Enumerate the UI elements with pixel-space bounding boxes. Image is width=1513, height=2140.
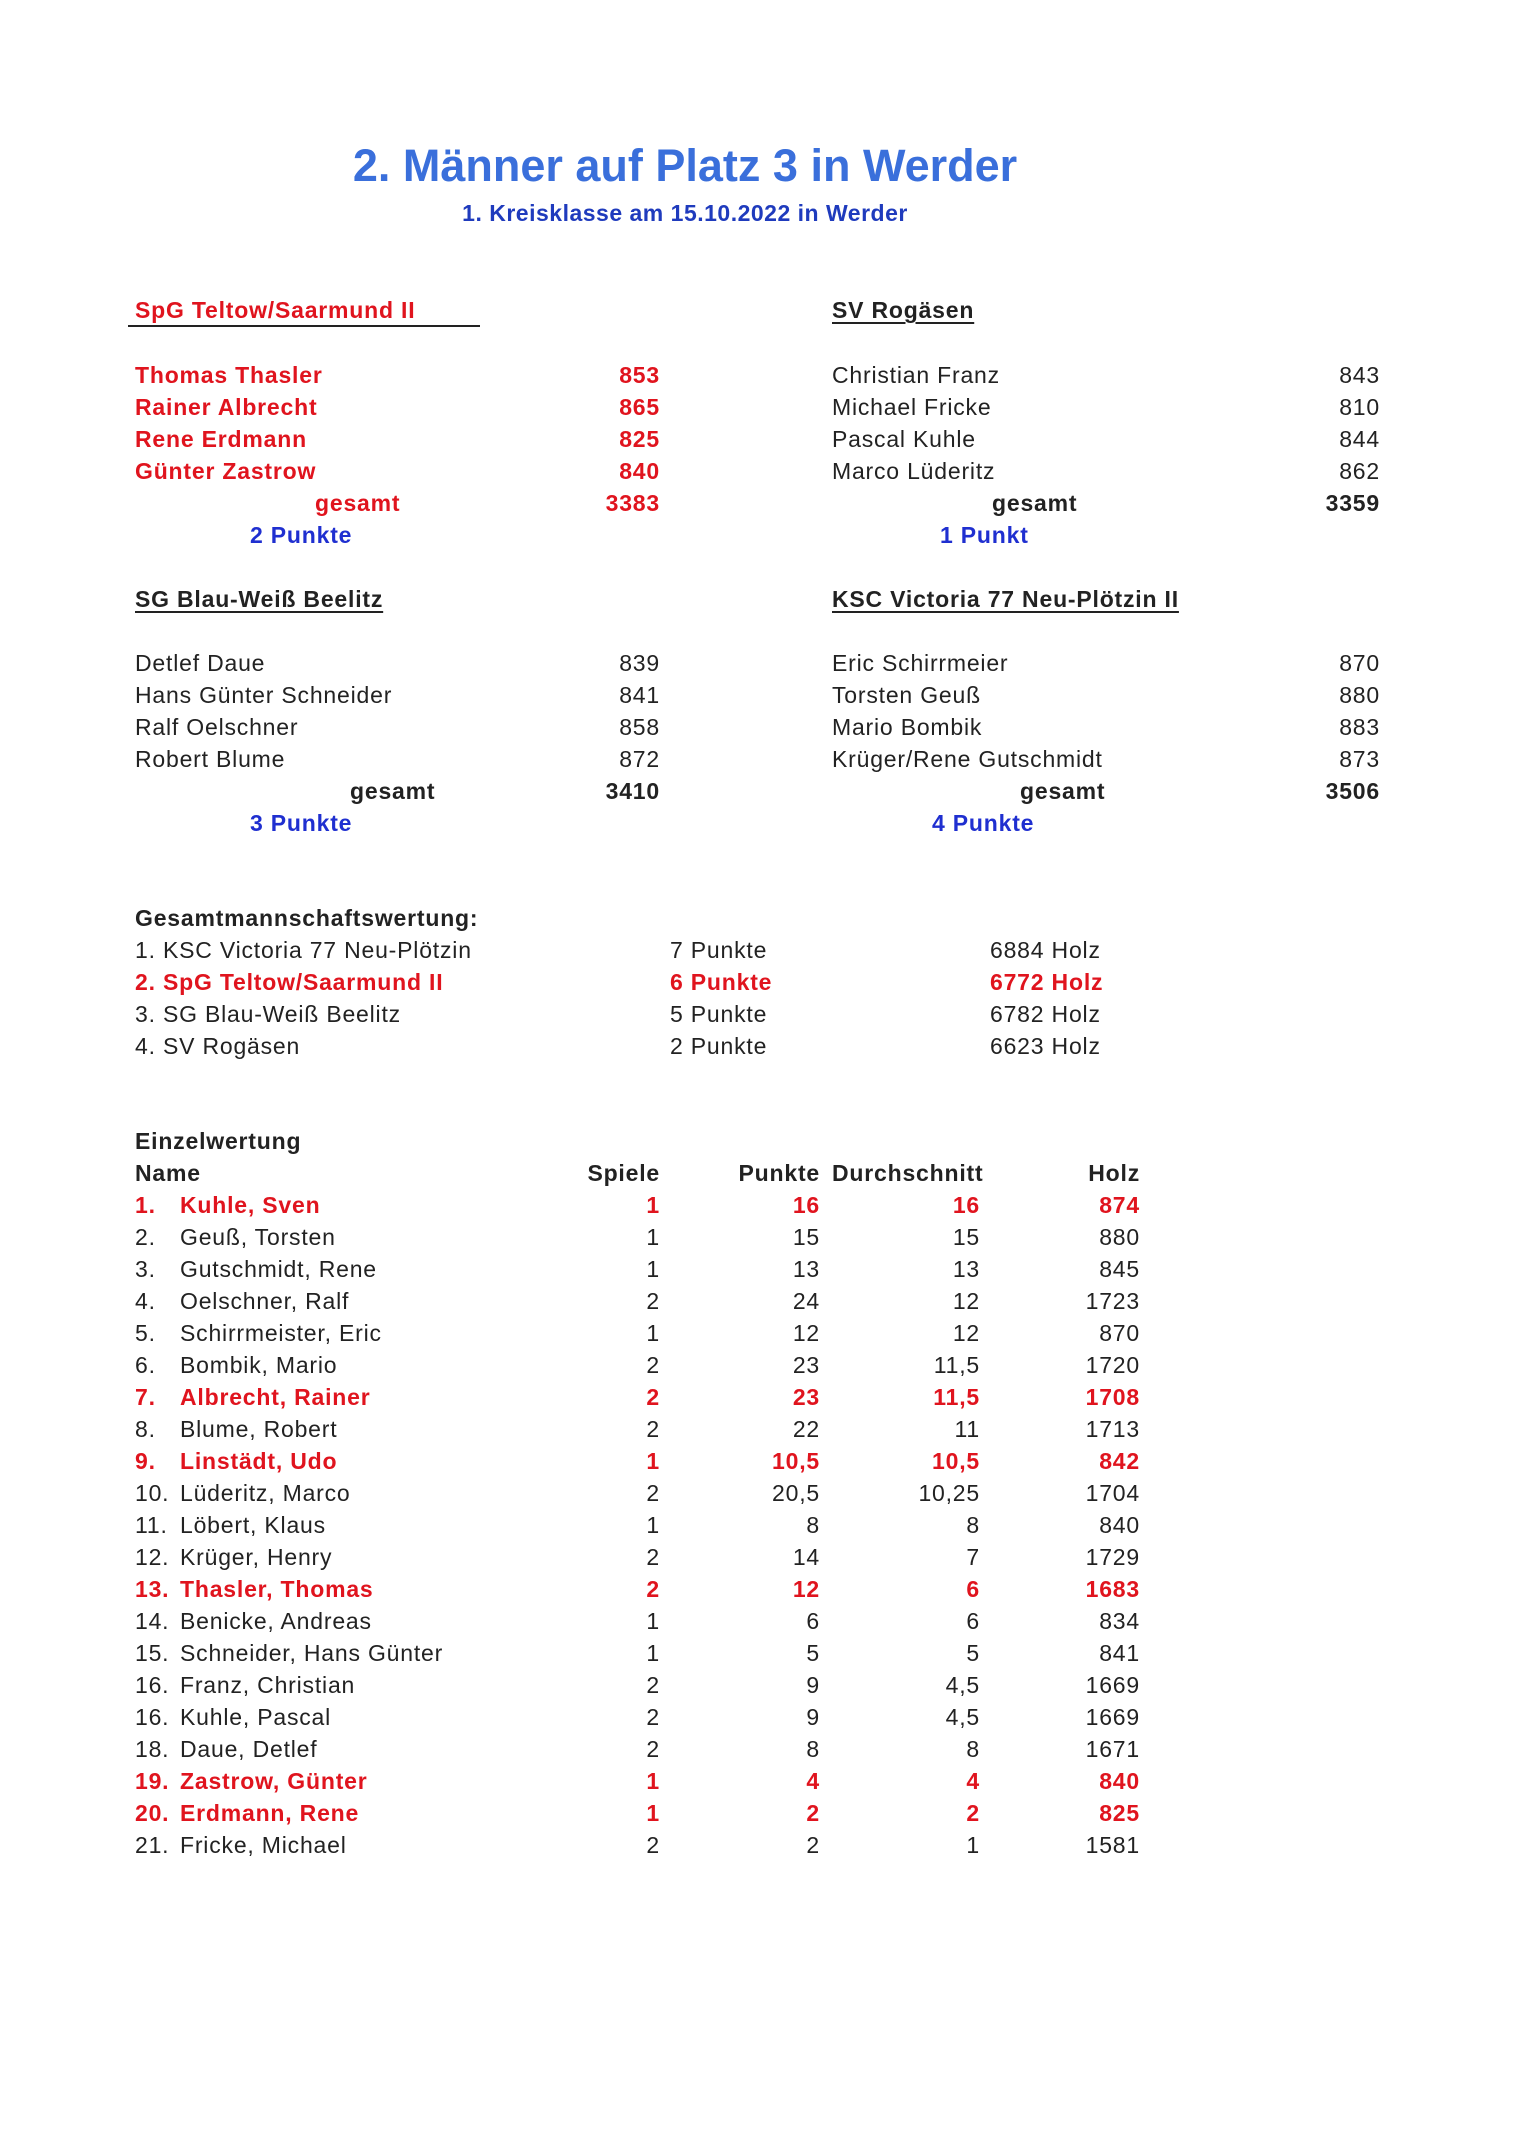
- player-name-cell: Schneider, Hans Günter: [180, 1640, 444, 1666]
- team-points: 2 Punkte: [250, 522, 353, 548]
- holz-cell: 840: [1099, 1768, 1140, 1794]
- average-cell: 2: [966, 1800, 980, 1826]
- player-score: 841: [619, 682, 660, 708]
- player-name-cell: Gutschmidt, Rene: [180, 1256, 377, 1282]
- player-name-cell: Albrecht, Rainer: [180, 1384, 371, 1410]
- player-name-cell: Benicke, Andreas: [180, 1608, 372, 1634]
- holz-cell: 840: [1099, 1512, 1140, 1538]
- games-cell: 2: [646, 1480, 660, 1506]
- points-cell: 20,5: [772, 1480, 820, 1506]
- player-name-cell: Löbert, Klaus: [180, 1512, 326, 1538]
- total-label: gesamt: [315, 490, 401, 516]
- rank-cell: 7.: [135, 1384, 156, 1410]
- ranking-points: 7 Punkte: [670, 937, 768, 963]
- player-score: 839: [619, 650, 660, 676]
- ranking-points: 5 Punkte: [670, 1001, 768, 1027]
- average-cell: 12: [952, 1320, 980, 1346]
- average-cell: 12: [952, 1288, 980, 1314]
- rank-cell: 21.: [135, 1832, 170, 1858]
- team-name: SV Rogäsen: [832, 297, 975, 323]
- player-name-cell: Linstädt, Udo: [180, 1448, 338, 1474]
- player-name-cell: Erdmann, Rene: [180, 1800, 360, 1826]
- games-cell: 1: [646, 1256, 660, 1282]
- player-name-cell: Zastrow, Günter: [180, 1768, 368, 1794]
- average-cell: 1: [966, 1832, 980, 1858]
- player-name-cell: Fricke, Michael: [180, 1832, 347, 1858]
- points-cell: 23: [792, 1352, 820, 1378]
- points-cell: 2: [806, 1832, 820, 1858]
- page-subtitle: 1. Kreisklasse am 15.10.2022 in Werder: [462, 200, 908, 226]
- player-name-cell: Schirrmeister, Eric: [180, 1320, 382, 1346]
- ranking-points: 2 Punkte: [670, 1033, 768, 1059]
- player-name: Hans Günter Schneider: [135, 682, 393, 708]
- average-cell: 11: [954, 1416, 980, 1442]
- rank-cell: 15.: [135, 1640, 170, 1666]
- total-label: gesamt: [350, 778, 436, 804]
- player-name: Mario Bombik: [832, 714, 983, 740]
- average-cell: 4,5: [945, 1704, 980, 1730]
- player-name: Rene Erdmann: [135, 426, 307, 452]
- team-points: 1 Punkt: [940, 522, 1029, 548]
- holz-cell: 1729: [1085, 1544, 1140, 1570]
- column-header-average: Durchschnitt: [832, 1160, 984, 1186]
- ranking-points: 6 Punkte: [670, 969, 773, 995]
- points-cell: 6: [806, 1608, 820, 1634]
- player-name-cell: Daue, Detlef: [180, 1736, 318, 1762]
- points-cell: 16: [792, 1192, 820, 1218]
- average-cell: 5: [966, 1640, 980, 1666]
- holz-cell: 1723: [1085, 1288, 1140, 1314]
- holz-cell: 874: [1099, 1192, 1140, 1218]
- rank-cell: 13.: [135, 1576, 170, 1602]
- team-name: KSC Victoria 77 Neu-Plötzin II: [832, 586, 1179, 612]
- player-name-cell: Lüderitz, Marco: [180, 1480, 351, 1506]
- ranking-holz: 6782 Holz: [990, 1001, 1101, 1027]
- player-name: Torsten Geuß: [832, 682, 981, 708]
- team-points: 3 Punkte: [250, 810, 353, 836]
- player-score: 810: [1339, 394, 1380, 420]
- holz-cell: 841: [1099, 1640, 1140, 1666]
- team-name: SpG Teltow/Saarmund II: [135, 297, 416, 323]
- points-cell: 2: [806, 1800, 820, 1826]
- player-score: 883: [1339, 714, 1380, 740]
- player-name: Eric Schirrmeier: [832, 650, 1009, 676]
- player-score: 853: [619, 362, 660, 388]
- player-name: Ralf Oelschner: [135, 714, 299, 740]
- games-cell: 1: [646, 1192, 660, 1218]
- games-cell: 1: [646, 1320, 660, 1346]
- holz-cell: 1581: [1085, 1832, 1140, 1858]
- points-cell: 15: [792, 1224, 820, 1250]
- points-cell: 8: [806, 1512, 820, 1538]
- player-score: 843: [1339, 362, 1380, 388]
- player-name: Pascal Kuhle: [832, 426, 976, 452]
- player-score: 870: [1339, 650, 1380, 676]
- holz-cell: 1683: [1085, 1576, 1140, 1602]
- holz-cell: 870: [1099, 1320, 1140, 1346]
- player-name: Robert Blume: [135, 746, 286, 772]
- player-name: Michael Fricke: [832, 394, 992, 420]
- average-cell: 8: [966, 1736, 980, 1762]
- player-name: Rainer Albrecht: [135, 394, 318, 420]
- team-total: 3383: [605, 490, 660, 516]
- games-cell: 2: [646, 1672, 660, 1698]
- points-cell: 9: [806, 1704, 820, 1730]
- player-name-cell: Franz, Christian: [180, 1672, 356, 1698]
- points-cell: 8: [806, 1736, 820, 1762]
- average-cell: 4,5: [945, 1672, 980, 1698]
- points-cell: 12: [792, 1576, 820, 1602]
- games-cell: 1: [646, 1224, 660, 1250]
- rank-cell: 1.: [135, 1192, 156, 1218]
- team-total: 3506: [1325, 778, 1380, 804]
- games-cell: 1: [646, 1768, 660, 1794]
- player-score: 862: [1339, 458, 1380, 484]
- games-cell: 2: [646, 1288, 660, 1314]
- player-score: 865: [619, 394, 660, 420]
- rank-cell: 8.: [135, 1416, 156, 1442]
- total-label: gesamt: [992, 490, 1078, 516]
- rank-cell: 19.: [135, 1768, 170, 1794]
- games-cell: 2: [646, 1576, 660, 1602]
- player-score: 880: [1339, 682, 1380, 708]
- rank-cell: 14.: [135, 1608, 170, 1634]
- points-cell: 14: [792, 1544, 820, 1570]
- rank-cell: 2.: [135, 1224, 156, 1250]
- games-cell: 1: [646, 1608, 660, 1634]
- points-cell: 23: [792, 1384, 820, 1410]
- holz-cell: 1669: [1085, 1704, 1140, 1730]
- rank-cell: 5.: [135, 1320, 156, 1346]
- average-cell: 6: [966, 1576, 980, 1602]
- player-name-cell: Thasler, Thomas: [180, 1576, 374, 1602]
- average-cell: 10,5: [932, 1448, 980, 1474]
- rank-cell: 11.: [135, 1512, 168, 1538]
- average-cell: 15: [952, 1224, 980, 1250]
- holz-cell: 1704: [1085, 1480, 1140, 1506]
- player-name-cell: Oelschner, Ralf: [180, 1288, 350, 1314]
- points-cell: 24: [792, 1288, 820, 1314]
- games-cell: 2: [646, 1832, 660, 1858]
- ranking-team: 2. SpG Teltow/Saarmund II: [135, 969, 444, 995]
- player-name-cell: Krüger, Henry: [180, 1544, 333, 1570]
- ranking-holz: 6884 Holz: [990, 937, 1101, 963]
- games-cell: 2: [646, 1544, 660, 1570]
- holz-cell: 842: [1099, 1448, 1140, 1474]
- games-cell: 1: [646, 1448, 660, 1474]
- games-cell: 2: [646, 1416, 660, 1442]
- ranking-holz: 6772 Holz: [990, 969, 1104, 995]
- page-title: 2. Männer auf Platz 3 in Werder: [352, 140, 1018, 191]
- ranking-team: 3. SG Blau-Weiß Beelitz: [135, 1001, 401, 1027]
- rank-cell: 16.: [135, 1672, 170, 1698]
- player-name: Günter Zastrow: [135, 458, 317, 484]
- average-cell: 4: [966, 1768, 980, 1794]
- holz-cell: 834: [1099, 1608, 1140, 1634]
- rank-cell: 4.: [135, 1288, 156, 1314]
- games-cell: 2: [646, 1704, 660, 1730]
- individual-heading: Einzelwertung: [135, 1128, 302, 1154]
- holz-cell: 1669: [1085, 1672, 1140, 1698]
- player-score: 872: [619, 746, 660, 772]
- average-cell: 10,25: [918, 1480, 980, 1506]
- points-cell: 9: [806, 1672, 820, 1698]
- team-ranking-heading: Gesamtmannschaftswertung:: [135, 905, 479, 931]
- points-cell: 10,5: [772, 1448, 820, 1474]
- holz-cell: 880: [1099, 1224, 1140, 1250]
- player-name: Krüger/Rene Gutschmidt: [832, 746, 1103, 772]
- player-name-cell: Kuhle, Sven: [180, 1192, 321, 1218]
- rank-cell: 10.: [135, 1480, 170, 1506]
- holz-cell: 1708: [1085, 1384, 1140, 1410]
- player-score: 844: [1339, 426, 1380, 452]
- rank-cell: 3.: [135, 1256, 156, 1282]
- rank-cell: 6.: [135, 1352, 156, 1378]
- games-cell: 1: [646, 1800, 660, 1826]
- player-score: 873: [1339, 746, 1380, 772]
- points-cell: 22: [792, 1416, 820, 1442]
- rank-cell: 9.: [135, 1448, 156, 1474]
- column-header-holz: Holz: [1088, 1160, 1140, 1186]
- column-header-games: Spiele: [587, 1160, 660, 1186]
- rank-cell: 18.: [135, 1736, 170, 1762]
- holz-cell: 1713: [1085, 1416, 1140, 1442]
- points-cell: 13: [792, 1256, 820, 1282]
- rank-cell: 12.: [135, 1544, 170, 1570]
- player-name: Detlef Daue: [135, 650, 266, 676]
- average-cell: 13: [952, 1256, 980, 1282]
- team-total: 3359: [1325, 490, 1380, 516]
- team-points: 4 Punkte: [932, 810, 1035, 836]
- average-cell: 11,5: [933, 1384, 980, 1410]
- player-name: Christian Franz: [832, 362, 1000, 388]
- team-name: SG Blau-Weiß Beelitz: [135, 586, 384, 612]
- games-cell: 1: [646, 1640, 660, 1666]
- ranking-team: 4. SV Rogäsen: [135, 1033, 301, 1059]
- rank-cell: 20.: [135, 1800, 170, 1826]
- points-cell: 12: [792, 1320, 820, 1346]
- average-cell: 7: [966, 1544, 980, 1570]
- player-score: 840: [619, 458, 660, 484]
- column-header-points: Punkte: [738, 1160, 820, 1186]
- points-cell: 4: [806, 1768, 820, 1794]
- team-name-underline: [128, 325, 480, 327]
- games-cell: 1: [646, 1512, 660, 1538]
- average-cell: 8: [966, 1512, 980, 1538]
- games-cell: 2: [646, 1736, 660, 1762]
- player-name-cell: Geuß, Torsten: [180, 1224, 336, 1250]
- ranking-team: 1. KSC Victoria 77 Neu-Plötzin: [135, 937, 472, 963]
- holz-cell: 845: [1099, 1256, 1140, 1282]
- column-header-name: Name: [135, 1160, 201, 1186]
- rank-cell: 16.: [135, 1704, 170, 1730]
- holz-cell: 1720: [1085, 1352, 1140, 1378]
- total-label: gesamt: [1020, 778, 1106, 804]
- player-name: Marco Lüderitz: [832, 458, 996, 484]
- player-name-cell: Blume, Robert: [180, 1416, 338, 1442]
- player-name: Thomas Thasler: [135, 362, 323, 388]
- average-cell: 11,5: [933, 1352, 980, 1378]
- team-total: 3410: [605, 778, 660, 804]
- player-name-cell: Kuhle, Pascal: [180, 1704, 332, 1730]
- player-name-cell: Bombik, Mario: [180, 1352, 338, 1378]
- holz-cell: 1671: [1085, 1736, 1140, 1762]
- ranking-holz: 6623 Holz: [990, 1033, 1101, 1059]
- games-cell: 2: [646, 1352, 660, 1378]
- player-score: 825: [619, 426, 660, 452]
- games-cell: 2: [646, 1384, 660, 1410]
- player-score: 858: [619, 714, 660, 740]
- average-cell: 6: [966, 1608, 980, 1634]
- holz-cell: 825: [1099, 1800, 1140, 1826]
- average-cell: 16: [952, 1192, 980, 1218]
- points-cell: 5: [806, 1640, 820, 1666]
